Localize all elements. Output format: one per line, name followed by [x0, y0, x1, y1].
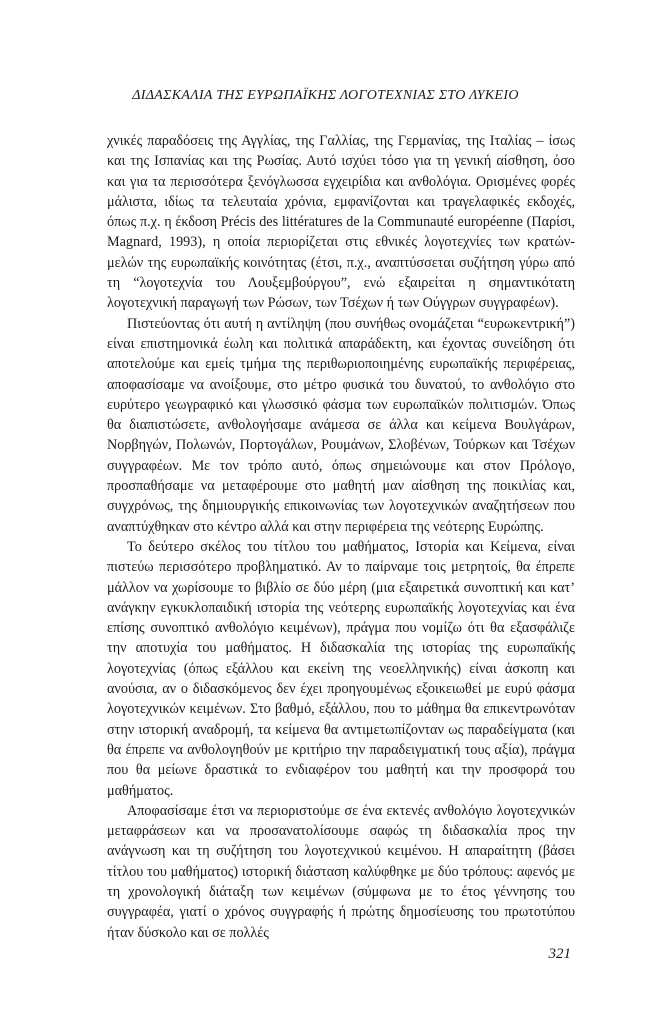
paragraph: Αποφασίσαμε έτσι να περιοριστούμε σε ένα εκτενές ανθολόγιο λογοτεχνικών μεταφράσεων και να προσανατολίσουμε σαφώς τη διδασκαλία προς την ανάγνωση και τη συζήτηση του λογοτεχνικού κειμένου. Η απαραίτητη (βάσει τίτλου του μαθήματος) ιστορική διάσταση καλύφθηκε με δύο τρόπους: αφενός με τη χρονολογική διάταξη των κειμένων (σύμφωνα με το έτος γέννησης του συγγραφέα, γιατί ο χρόνος συγγραφής ή πρώτης δημοσίευσης του πρωτοτύπου ήταν δύσκολο και σε πολλές	[107, 802, 575, 941]
paragraph: Πιστεύοντας ότι αυτή η αντίληψη (που συνήθως ονομάζεται “ευρωκεντρική”) είναι επιστημονικά έωλη και πολιτικά απαράδεκτη, και έχοντας συνείδηση ότι αποτελούμε και εμείς τμήμα της περιθωριοποιημένης ευρωπαϊκής περιφέρειας, αποφασίσαμε να ανοίξουμε, στο μέτρο φυσικά του δυνατού, το ανθολόγιο στο ευρύτερο γεωγραφικό και γλωσσικό φάσμα των ευρωπαϊκών πολιτισμών. Όπως θα διαπιστώσετε, ανθολογήσαμε ανάμεσα σε άλλα και κείμενα Βουλγάρων, Νορβηγών, Πολωνών, Πορτογάλων, Ρουμάνων, Σλοβένων, Τούρκων και Τσέχων συγγραφέων. Με τον τρόπο αυτό, όπως σημειώνουμε και στον Πρόλογο, προσπαθήσαμε να μεταφέρουμε στο μαθητή μαν αίσθηση της ποικιλίας και, συγχρόνως, της δημιουργικής επικοινωνίας των λογοτεχνικών αναζητήσεων που αναπτύχθηκαν στο κέντρο αλλά και στην περιφέρεια της νεότερης Ευρώπης.	[107, 315, 575, 535]
page-number: 321	[548, 946, 571, 962]
body-text	[107, 131, 575, 943]
paragraph: χνικές παραδόσεις της Αγγλίας, της Γαλλίας, της Γερμανίας, της Ιταλίας – ίσως και της Ισπανίας και της Ρωσίας. Αυτό ισχύει τόσο για τη γενική αίσθηση, όσο και για τα περισσότερα ξενόγλωσσα εγχειρίδια και ανθολόγια. Ορισμένες φορές μάλιστα, ιδίως τα τελευταία χρόνια, εμφανίζονται και τραγελαφικές εκδοχές, όπως π.χ. η έκδοση Précis des littératures de la Communauté européenne (Παρίσι, Magnard, 1993), η οποία περιορίζεται στις εθνικές λογοτεχνίες των κρατών-μελών της ευρωπαϊκής κοινότητας (έτσι, π.χ., αναπτύσσεται συζήτηση γύρω από τη “λογοτεχνία του Λουξεμβούργου”, ενώ εξαιρείται η σημαντικότατη λογοτεχνική παραγωγή των Ρώσων, των Τσέχων ή των Ούγγρων συγγραφέων).	[107, 133, 575, 312]
running-head: ΔΙΔΑΣΚΑΛΙΑ ΤΗΣ ΕΥΡΩΠΑΪΚΗΣ ΛΟΓΟΤΕΧΝΙΑΣ ΣΤΟ ΛΥΚΕΙΟ	[132, 88, 519, 103]
paragraph: Το δεύτερο σκέλος του τίτλου του μαθήματος, Ιστορία και Κείμενα, είναι πιστεύω περισσότερο προβληματικό. Αν το παίρναμε τοις μετρητοίς, θα έπρεπε μάλλον να χωρίσουμε το βιβλίο σε δύο μέρη (μια εξαιρετικά συνοπτική και κατ’ ανάγκην εγκυκλοπαιδική ιστορία της νεότερης ευρωπαϊκής λογοτεχνίας και ένα επίσης συνοπτικό ανθολόγιο κειμένων), πράγμα που νομίζω ότι θα εξασφάλιζε την αποτυχία του μαθήματος. Η διδασκαλία της ιστορίας της ευρωπαϊκής λογοτεχνίας (όπως εξάλλου και εκείνη της νεοελληνικής) είναι άσκοπη και ανούσια, αν ο διδασκόμενος δεν έχει προηγουμένως εξοικειωθεί με ευρύ φάσμα λογοτεχνικών κειμένων. Στο βαθμό, εξάλλου, που το μάθημα θα επικεντρωνόταν στην ιστορική αναδρομή, τα κείμενα θα αντιμετωπίζονταν ως παραδείγματα (και θα έπρεπε να ανθολογηθούν με κριτήριο την παραδειγματική τους αξία), πράγμα που θα μείωνε δραστικά το ενδιαφέρον του μαθητή και την προσφορά του μαθήματος.	[107, 538, 575, 799]
